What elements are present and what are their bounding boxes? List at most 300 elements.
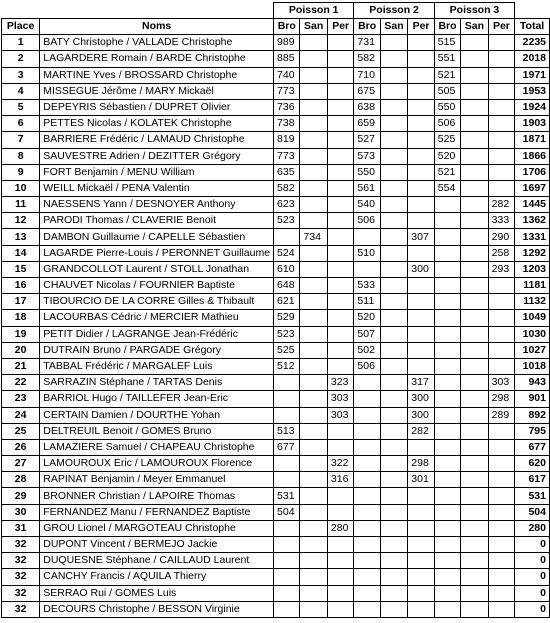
poisson-3-bro-cell — [434, 391, 460, 407]
poisson-1-san-cell — [300, 358, 327, 374]
poisson-2-bro-cell: 506 — [354, 213, 380, 229]
poisson-3-bro-cell — [434, 197, 460, 213]
poisson-2-bro-cell: 540 — [354, 197, 380, 213]
poisson-3-per-cell — [488, 569, 515, 585]
poisson-3-san-cell — [461, 261, 488, 277]
poisson-3-per-cell — [488, 83, 515, 99]
poisson-1-per-cell — [327, 553, 354, 569]
total-cell: 943 — [515, 375, 550, 391]
total-cell: 1331 — [515, 229, 550, 245]
poisson-1-bro-cell — [274, 585, 300, 601]
total-cell: 1866 — [515, 148, 550, 164]
poisson-1-bro-cell — [274, 553, 300, 569]
table-row — [2, 180, 550, 196]
header-spacer — [2, 3, 274, 19]
poisson-3-bro-cell — [434, 358, 460, 374]
poisson-1-per-cell — [327, 569, 354, 585]
poisson-3-per-cell — [488, 585, 515, 601]
poisson-1-bro-cell: 989 — [274, 35, 300, 51]
poisson-2-bro-cell: 710 — [354, 67, 380, 83]
poisson-2-bro-cell: 561 — [354, 180, 380, 196]
poisson-3-san-cell — [461, 423, 488, 439]
poisson-1-san-cell — [300, 294, 327, 310]
poisson-2-san-cell — [380, 229, 407, 245]
poisson-2-per-cell — [408, 601, 435, 617]
place-cell: 7 — [2, 132, 40, 148]
poisson-2-san-cell — [380, 391, 407, 407]
poisson-2-per-cell — [408, 245, 435, 261]
poisson-3-per-cell — [488, 310, 515, 326]
poisson-2-per-cell — [408, 537, 435, 553]
poisson-3-bro-cell — [434, 553, 460, 569]
poisson-3-per-cell — [488, 601, 515, 617]
poisson-2-bro-cell: 659 — [354, 116, 380, 132]
poisson-3-per-cell — [488, 472, 515, 488]
poisson-3-bro-cell — [434, 423, 460, 439]
poisson-1-per-cell — [327, 229, 354, 245]
table-row — [2, 310, 550, 326]
poisson-1-bro-cell: 736 — [274, 99, 300, 115]
noms-cell: DUPONT Vincent / BERMEJO Jackie — [40, 537, 274, 553]
poisson-1-san-cell — [300, 601, 327, 617]
place-cell: 9 — [2, 164, 40, 180]
poisson-2-per-cell — [408, 164, 435, 180]
poisson-2-bro-cell — [354, 585, 380, 601]
poisson-1-per-cell — [327, 423, 354, 439]
poisson-1-bro-cell: 635 — [274, 164, 300, 180]
poisson-1-bro-cell: 740 — [274, 67, 300, 83]
place-cell: 21 — [2, 358, 40, 374]
poisson-3-per-cell: 290 — [488, 229, 515, 245]
table-row — [2, 472, 550, 488]
poisson-1-bro-cell — [274, 601, 300, 617]
poisson-1-bro-cell: 524 — [274, 245, 300, 261]
noms-cell: RAPINAT Benjamin / Meyer Emmanuel — [40, 472, 274, 488]
total-cell: 1203 — [515, 261, 550, 277]
total-cell: 677 — [515, 439, 550, 455]
poisson-3-san-cell — [461, 407, 488, 423]
total-cell: 0 — [515, 585, 550, 601]
poisson-1-per-cell: 316 — [327, 472, 354, 488]
place-cell: 5 — [2, 99, 40, 115]
poisson-2-san-cell — [380, 472, 407, 488]
total-cell: 504 — [515, 504, 550, 520]
poisson-3-per-cell — [488, 456, 515, 472]
poisson-1-bro-cell: 513 — [274, 423, 300, 439]
poisson-1-per-cell — [327, 164, 354, 180]
noms-cell: WEILL Mickaël / PENA Valentin — [40, 180, 274, 196]
poisson-2-bro-cell — [354, 472, 380, 488]
place-cell: 3 — [2, 67, 40, 83]
poisson-3-per-cell — [488, 488, 515, 504]
poisson-3-san-cell — [461, 488, 488, 504]
table-row — [2, 294, 550, 310]
poisson-2-san-cell — [380, 601, 407, 617]
total-cell: 795 — [515, 423, 550, 439]
table-row — [2, 456, 550, 472]
poisson-1-per-cell — [327, 504, 354, 520]
poisson-2-san-cell — [380, 164, 407, 180]
poisson-3-san-cell — [461, 342, 488, 358]
table-row — [2, 35, 550, 51]
poisson-2-bro-cell: 582 — [354, 51, 380, 67]
poisson-2-bro-cell: 731 — [354, 35, 380, 51]
total-cell: 620 — [515, 456, 550, 472]
noms-cell: MARTINE Yves / BROSSARD Christophe — [40, 67, 274, 83]
place-cell: 28 — [2, 472, 40, 488]
total-cell: 1697 — [515, 180, 550, 196]
total-cell: 2235 — [515, 35, 550, 51]
poisson-2-bro-cell — [354, 423, 380, 439]
poisson-2-bro-cell — [354, 375, 380, 391]
table-row — [2, 423, 550, 439]
poisson-1-per-cell — [327, 197, 354, 213]
poisson-1-bro-cell: 523 — [274, 326, 300, 342]
poisson-1-san-cell — [300, 391, 327, 407]
total-cell: 531 — [515, 488, 550, 504]
poisson-2-per-cell: 298 — [408, 456, 435, 472]
poisson-1-per-cell — [327, 35, 354, 51]
poisson-1-bro-cell: 525 — [274, 342, 300, 358]
poisson-2-san-cell — [380, 488, 407, 504]
poisson-3-per-cell — [488, 67, 515, 83]
group-header-row — [2, 3, 550, 19]
poisson-3-bro-cell: 525 — [434, 132, 460, 148]
poisson-1-san-cell — [300, 83, 327, 99]
poisson-2-per-cell — [408, 569, 435, 585]
poisson-3-san-cell — [461, 148, 488, 164]
poisson-1-per-cell — [327, 585, 354, 601]
poisson-2-per-cell — [408, 116, 435, 132]
place-cell: 13 — [2, 229, 40, 245]
table-row — [2, 407, 550, 423]
column-header-bro: Bro — [434, 19, 460, 35]
poisson-3-per-cell: 282 — [488, 197, 515, 213]
poisson-1-bro-cell: 610 — [274, 261, 300, 277]
poisson-3-per-cell: 298 — [488, 391, 515, 407]
poisson-1-per-cell — [327, 213, 354, 229]
poisson-3-per-cell — [488, 99, 515, 115]
noms-cell: FERNANDEZ Manu / FERNANDEZ Baptiste — [40, 504, 274, 520]
poisson-1-bro-cell: 677 — [274, 439, 300, 455]
poisson-2-per-cell — [408, 83, 435, 99]
poisson-1-bro-cell — [274, 391, 300, 407]
poisson-3-bro-cell: 520 — [434, 148, 460, 164]
poisson-2-bro-cell — [354, 537, 380, 553]
table-row — [2, 164, 550, 180]
poisson-2-san-cell — [380, 148, 407, 164]
poisson-1-per-cell — [327, 83, 354, 99]
poisson-3-per-cell — [488, 51, 515, 67]
poisson-3-san-cell — [461, 83, 488, 99]
place-cell: 20 — [2, 342, 40, 358]
place-cell: 26 — [2, 439, 40, 455]
poisson-1-per-cell — [327, 67, 354, 83]
poisson-1-bro-cell — [274, 375, 300, 391]
poisson-2-bro-cell: 502 — [354, 342, 380, 358]
poisson-1-per-cell — [327, 439, 354, 455]
total-cell: 1049 — [515, 310, 550, 326]
poisson-3-bro-cell — [434, 278, 460, 294]
noms-cell: DELTREUIL Benoit / GOMES Bruno — [40, 423, 274, 439]
poisson-3-per-cell — [488, 504, 515, 520]
poisson-3-per-cell — [488, 148, 515, 164]
poisson-2-per-cell — [408, 310, 435, 326]
poisson-1-san-cell — [300, 569, 327, 585]
poisson-1-san-cell — [300, 456, 327, 472]
poisson-1-san-cell — [300, 472, 327, 488]
total-cell: 1924 — [515, 99, 550, 115]
poisson-1-bro-cell: 582 — [274, 180, 300, 196]
poisson-3-san-cell — [461, 504, 488, 520]
poisson-1-per-cell — [327, 278, 354, 294]
place-cell: 29 — [2, 488, 40, 504]
place-cell: 6 — [2, 116, 40, 132]
poisson-2-san-cell — [380, 83, 407, 99]
table-row — [2, 132, 550, 148]
poisson-2-san-cell — [380, 213, 407, 229]
total-cell: 1871 — [515, 132, 550, 148]
poisson-2-per-cell — [408, 213, 435, 229]
noms-cell: TABBAL Frédéric / MARGALEF Luis — [40, 358, 274, 374]
poisson-2-per-cell — [408, 294, 435, 310]
poisson-1-per-cell: 280 — [327, 520, 354, 536]
table-row — [2, 51, 550, 67]
noms-cell: LAGARDERE Romain / BARDE Christophe — [40, 51, 274, 67]
poisson-2-san-cell — [380, 278, 407, 294]
poisson-3-san-cell — [461, 601, 488, 617]
poisson-3-san-cell — [461, 585, 488, 601]
poisson-2-san-cell — [380, 326, 407, 342]
poisson-1-san-cell — [300, 278, 327, 294]
poisson-1-san-cell — [300, 310, 327, 326]
poisson-3-bro-cell — [434, 537, 460, 553]
poisson-1-per-cell — [327, 537, 354, 553]
poisson-3-per-cell: 333 — [488, 213, 515, 229]
poisson-2-bro-cell: 506 — [354, 358, 380, 374]
total-cell: 0 — [515, 553, 550, 569]
poisson-1-bro-cell — [274, 520, 300, 536]
poisson-1-per-cell: 303 — [327, 391, 354, 407]
poisson-1-bro-cell — [274, 569, 300, 585]
poisson-1-san-cell — [300, 35, 327, 51]
poisson-2-per-cell: 300 — [408, 407, 435, 423]
poisson-3-san-cell — [461, 116, 488, 132]
poisson-1-bro-cell: 773 — [274, 148, 300, 164]
poisson-2-san-cell — [380, 342, 407, 358]
poisson-1-bro-cell: 504 — [274, 504, 300, 520]
poisson-2-san-cell — [380, 67, 407, 83]
poisson-3-per-cell — [488, 520, 515, 536]
poisson-2-per-cell: 300 — [408, 391, 435, 407]
column-header-noms: Noms — [40, 19, 274, 35]
noms-cell: DAMBON Guillaume / CAPELLE Sébastien — [40, 229, 274, 245]
place-cell: 22 — [2, 375, 40, 391]
total-cell: 1362 — [515, 213, 550, 229]
poisson-2-bro-cell: 510 — [354, 245, 380, 261]
poisson-3-bro-cell: 521 — [434, 67, 460, 83]
table-row — [2, 585, 550, 601]
poisson-2-bro-cell — [354, 261, 380, 277]
poisson-3-per-cell — [488, 278, 515, 294]
poisson-3-bro-cell — [434, 261, 460, 277]
place-cell: 30 — [2, 504, 40, 520]
place-cell: 32 — [2, 553, 40, 569]
poisson-3-per-cell — [488, 116, 515, 132]
table-row — [2, 439, 550, 455]
table-row — [2, 148, 550, 164]
poisson-2-san-cell — [380, 35, 407, 51]
place-cell: 17 — [2, 294, 40, 310]
column-header-san: San — [380, 19, 407, 35]
noms-cell: DECOURS Christophe / BESSON Virginie — [40, 601, 274, 617]
place-cell: 11 — [2, 197, 40, 213]
poisson-2-bro-cell — [354, 229, 380, 245]
table-row — [2, 553, 550, 569]
poisson-1-bro-cell: 819 — [274, 132, 300, 148]
poisson-1-per-cell: 303 — [327, 407, 354, 423]
column-header-per: Per — [488, 19, 515, 35]
poisson-1-per-cell — [327, 294, 354, 310]
poisson-1-bro-cell: 885 — [274, 51, 300, 67]
poisson-2-bro-cell — [354, 456, 380, 472]
poisson-2-san-cell — [380, 116, 407, 132]
poisson-1-san-cell — [300, 439, 327, 455]
noms-cell: SARRAZIN Stéphane / TARTAS Denis — [40, 375, 274, 391]
poisson-1-per-cell — [327, 488, 354, 504]
poisson-2-san-cell — [380, 456, 407, 472]
poisson-1-san-cell — [300, 585, 327, 601]
poisson-2-bro-cell — [354, 504, 380, 520]
noms-cell: DEPEYRIS Sébastien / DUPRET Olivier — [40, 99, 274, 115]
total-cell: 892 — [515, 407, 550, 423]
noms-cell: GRANDCOLLOT Laurent / STOLL Jonathan — [40, 261, 274, 277]
poisson-3-san-cell — [461, 180, 488, 196]
poisson-1-san-cell — [300, 520, 327, 536]
poisson-2-san-cell — [380, 310, 407, 326]
poisson-1-per-cell — [327, 148, 354, 164]
poisson-2-per-cell — [408, 439, 435, 455]
poisson-2-san-cell — [380, 504, 407, 520]
poisson-3-san-cell — [461, 213, 488, 229]
poisson-2-per-cell — [408, 358, 435, 374]
place-cell: 32 — [2, 537, 40, 553]
poisson-1-san-cell — [300, 504, 327, 520]
poisson-3-per-cell: 303 — [488, 375, 515, 391]
noms-cell: GROU Lionel / MARGOTEAU Christophe — [40, 520, 274, 536]
table-row — [2, 245, 550, 261]
place-cell: 10 — [2, 180, 40, 196]
poisson-1-bro-cell: 512 — [274, 358, 300, 374]
poisson-1-san-cell — [300, 116, 327, 132]
noms-cell: BATY Christophe / VALLADE Christophe — [40, 35, 274, 51]
poisson-2-bro-cell: 638 — [354, 99, 380, 115]
poisson-3-bro-cell: 551 — [434, 51, 460, 67]
poisson-1-per-cell — [327, 51, 354, 67]
poisson-2-per-cell — [408, 51, 435, 67]
poisson-2-bro-cell: 527 — [354, 132, 380, 148]
total-cell: 1706 — [515, 164, 550, 180]
poisson-2-bro-cell — [354, 553, 380, 569]
poisson-1-bro-cell — [274, 407, 300, 423]
poisson-3-per-cell — [488, 326, 515, 342]
poisson-1-san-cell — [300, 407, 327, 423]
poisson-3-per-cell: 289 — [488, 407, 515, 423]
noms-cell: LAGARDE Pierre-Louis / PERONNET Guillaume — [40, 245, 274, 261]
poisson-2-bro-cell — [354, 488, 380, 504]
noms-cell: FORT Benjamin / MENU William — [40, 164, 274, 180]
poisson-3-bro-cell — [434, 520, 460, 536]
poisson-1-per-cell — [327, 326, 354, 342]
poisson-1-bro-cell: 531 — [274, 488, 300, 504]
poisson-3-san-cell — [461, 358, 488, 374]
noms-cell: DUTRAIN Bruno / PARGADE Grégory — [40, 342, 274, 358]
poisson-1-per-cell: 322 — [327, 456, 354, 472]
poisson-3-bro-cell — [434, 294, 460, 310]
poisson-3-san-cell — [461, 537, 488, 553]
poisson-3-bro-cell — [434, 488, 460, 504]
place-cell: 27 — [2, 456, 40, 472]
poisson-1-san-cell — [300, 326, 327, 342]
noms-cell: LACOURBAS Cédric / MERCIER Mathieu — [40, 310, 274, 326]
total-cell: 1445 — [515, 197, 550, 213]
table-row — [2, 488, 550, 504]
poisson-1-per-cell — [327, 180, 354, 196]
poisson-1-per-cell: 323 — [327, 375, 354, 391]
table-row — [2, 342, 550, 358]
noms-cell: PETTES Nicolas / KOLATEK Christophe — [40, 116, 274, 132]
poisson-1-san-cell: 734 — [300, 229, 327, 245]
poisson-2-san-cell — [380, 439, 407, 455]
column-header-place: Place — [2, 19, 40, 35]
poisson-3-bro-cell — [434, 213, 460, 229]
poisson-2-san-cell — [380, 197, 407, 213]
poisson-3-bro-cell — [434, 504, 460, 520]
poisson-3-san-cell — [461, 456, 488, 472]
poisson-2-per-cell: 301 — [408, 472, 435, 488]
poisson-2-bro-cell: 675 — [354, 83, 380, 99]
poisson-3-san-cell — [461, 294, 488, 310]
poisson-2-per-cell — [408, 278, 435, 294]
poisson-3-san-cell — [461, 67, 488, 83]
poisson-1-san-cell — [300, 51, 327, 67]
poisson-3-bro-cell: 506 — [434, 116, 460, 132]
poisson-2-per-cell — [408, 67, 435, 83]
poisson-2-bro-cell: 507 — [354, 326, 380, 342]
poisson-3-per-cell — [488, 537, 515, 553]
noms-cell: SAUVESTRE Adrien / DEZITTER Grégory — [40, 148, 274, 164]
place-cell: 4 — [2, 83, 40, 99]
group-header-poisson-1: Poisson 1 — [274, 3, 354, 19]
poisson-1-bro-cell: 623 — [274, 197, 300, 213]
poisson-1-per-cell — [327, 116, 354, 132]
poisson-1-san-cell — [300, 261, 327, 277]
results-table — [1, 2, 550, 618]
poisson-2-san-cell — [380, 537, 407, 553]
poisson-3-bro-cell — [434, 229, 460, 245]
total-cell: 2018 — [515, 51, 550, 67]
noms-cell: BARRIERE Frédéric / LAMAUD Christophe — [40, 132, 274, 148]
noms-cell: PETIT Didier / LAGRANGE Jean-Frédéric — [40, 326, 274, 342]
noms-cell: PARODI Thomas / CLAVERIE Benoit — [40, 213, 274, 229]
poisson-1-bro-cell — [274, 472, 300, 488]
poisson-2-per-cell — [408, 197, 435, 213]
column-header-bro: Bro — [274, 19, 300, 35]
poisson-1-san-cell — [300, 488, 327, 504]
poisson-3-per-cell — [488, 358, 515, 374]
poisson-2-san-cell — [380, 294, 407, 310]
total-cell: 1181 — [515, 278, 550, 294]
